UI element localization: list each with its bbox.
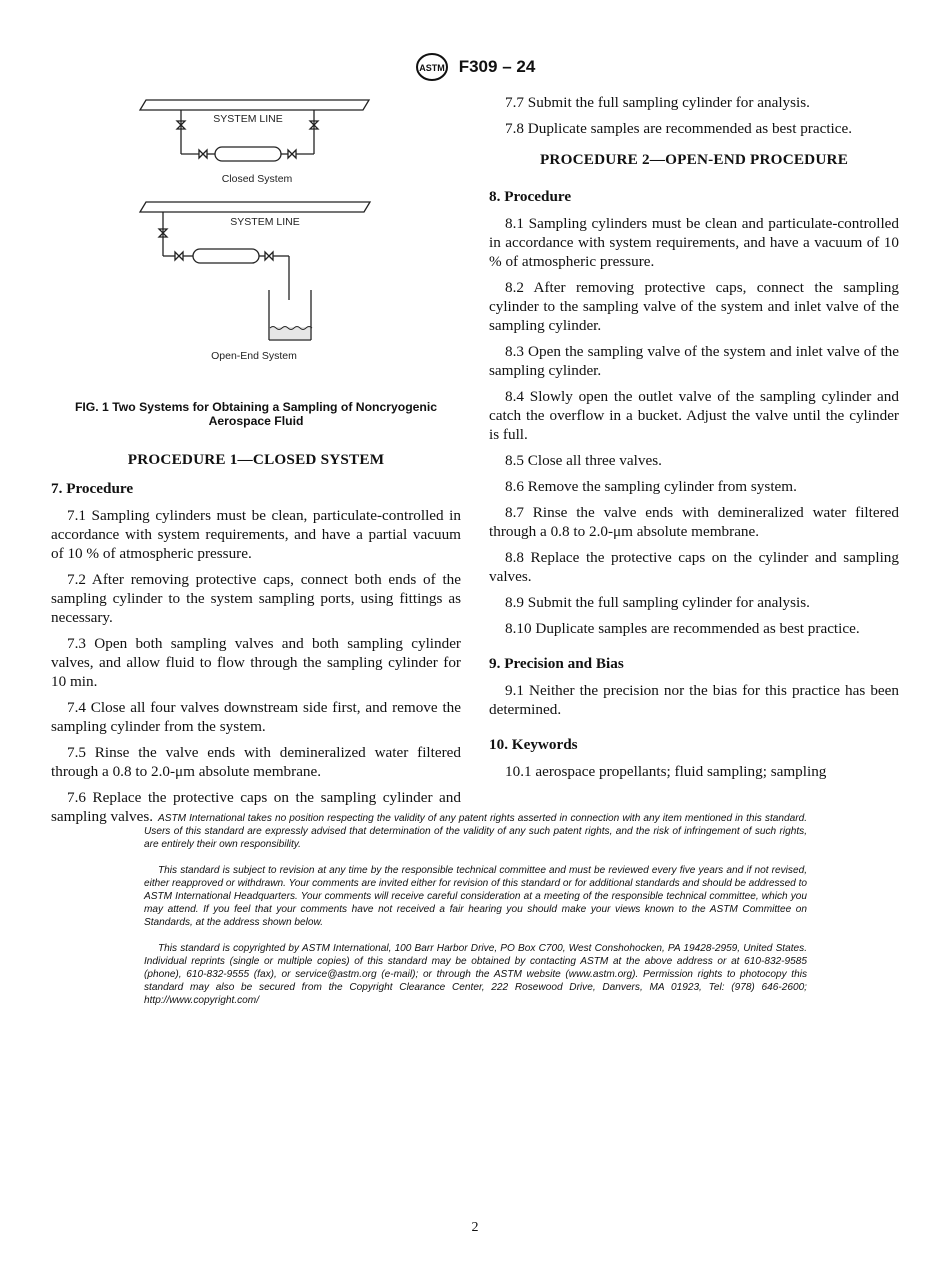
left-column	[51, 90, 461, 833]
paragraph-7-4: 7.4 Close all four valves downstream side first, and remove the sampling cylinder from the system.	[51, 699, 461, 735]
paragraph-8-8: 8.8 Replace the protective caps on the cylinder and sampling valves.	[489, 549, 899, 585]
section-7-title: 7. Procedure	[51, 480, 134, 497]
open-system-line-label: SYSTEM LINE	[230, 216, 300, 228]
sampling-systems-diagram	[51, 90, 461, 388]
right-column	[489, 93, 899, 788]
paragraph-8-5: 8.5 Close all three valves.	[505, 452, 662, 469]
page-number: 2	[471, 1220, 479, 1235]
procedure-1-heading: PROCEDURE 1—CLOSED SYSTEM	[127, 451, 385, 468]
notice-patent: ASTM International takes no position respecting the validity of any patent rights asserted in connection with any item mentioned in this standard. Users of this standard are expressly advised that determination of the validity of any such patent rights, and the risk of infringement of such rights, are entirely their own responsibility.	[144, 813, 807, 850]
paragraph-8-2: 8.2 After removing protective caps, connect the sampling cylinder to the sampling valve of the system and inlet valve of the sampling cylinder.	[489, 279, 899, 334]
figure-1	[51, 90, 461, 388]
astm-notice	[144, 812, 807, 1020]
paragraph-8-9: 8.9 Submit the full sampling cylinder for analysis.	[505, 594, 810, 611]
paragraph-7-8: 7.8 Duplicate samples are recommended as best practice.	[505, 120, 853, 137]
paragraph-7-6: 7.6 Replace the protective caps on the sampling cylinder and sampling valves.	[51, 789, 461, 825]
procedure-2-heading: PROCEDURE 2—OPEN-END PROCEDURE	[539, 151, 849, 168]
section-9-title: 9. Precision and Bias	[489, 655, 624, 672]
document-number: F309 – 24	[458, 57, 536, 76]
paragraph-8-4: 8.4 Slowly open the outlet valve of the sampling cylinder and catch the overflow in a bucket. Adjust the valve until the cylinder is full.	[489, 388, 899, 443]
paragraph-8-6: 8.6 Remove the sampling cylinder from system.	[505, 478, 797, 495]
paragraph-8-7: 8.7 Rinse the valve ends with demineralized water filtered through a 0.8 to 2.0-μm absolute membrane.	[489, 504, 899, 540]
figure-caption: FIG. 1 Two Systems for Obtaining a Sampling of Noncryogenic Aerospace Fluid	[74, 400, 438, 428]
paragraph-7-2: 7.2 After removing protective caps, connect both ends of the sampling cylinder to the system sampling ports, using fittings as necessary.	[51, 571, 461, 626]
paragraph-7-1: 7.1 Sampling cylinders must be clean, particulate-controlled in accordance with system requirements, and have a partial vacuum of 10 % of atmospheric pressure.	[51, 507, 461, 562]
paragraph-10-1: 10.1 aerospace propellants; fluid sampling; sampling	[505, 763, 827, 780]
notice-copyright: This standard is copyrighted by ASTM International, 100 Barr Harbor Drive, PO Box C700, West Conshohocken, PA 19428-2959, United States. Individual reprints (single or multiple copies) of this standard may be obtained by contacting ASTM at the above address or at 610-832-9585 (phone), 610-832-9555 (fax), or service@astm.org (e-mail); or through the ASTM website (www.astm.org). Permission rights to photocopy this standard may also be secured from the Copyright Clearance Center, 222 Rosewood Drive, Danvers, MA 01923, Tel: (978) 646-2600; http://www.copyright.com/	[144, 943, 807, 1006]
paragraph-7-5: 7.5 Rinse the valve ends with demineralized water filtered through a 0.8 to 2.0-μm absolute membrane.	[51, 744, 461, 780]
astm-logo-icon	[415, 52, 449, 82]
section-8-title: 8. Procedure	[489, 188, 572, 205]
paragraph-9-1: 9.1 Neither the precision nor the bias for this practice has been determined.	[489, 682, 899, 718]
paragraph-7-3: 7.3 Open both sampling valves and both sampling cylinder valves, and allow fluid to flow through the sampling cylinder for 10 min.	[51, 635, 461, 690]
closed-system-caption: Closed System	[221, 173, 293, 185]
page-header	[0, 52, 950, 82]
paragraph-8-10: 8.10 Duplicate samples are recommended as best practice.	[505, 620, 860, 637]
paragraph-7-7: 7.7 Submit the full sampling cylinder for analysis.	[505, 94, 810, 111]
paragraph-8-3: 8.3 Open the sampling valve of the system and inlet valve of the sampling cylinder.	[489, 343, 899, 379]
section-10-title: 10. Keywords	[489, 736, 578, 753]
paragraph-8-1: 8.1 Sampling cylinders must be clean and particulate-controlled in accordance with system requirements, and have a vacuum of 10 % of atmospheric pressure.	[489, 215, 899, 270]
closed-system-line-label: SYSTEM LINE	[213, 113, 283, 125]
notice-revision: This standard is subject to revision at any time by the responsible technical committee and must be reviewed every five years and if not revised, either reapproved or withdrawn. Your comments are invited either for revision of this standard or for additional standards and should be addressed to ASTM International Headquarters. Your comments will receive careful consideration at a meeting of the responsible technical committee, which you may attend. If you feel that your comments have not received a fair hearing you should make your views known to the ASTM Committee on Standards, at the address shown below.	[144, 865, 808, 928]
open-system-caption: Open-End System	[211, 350, 297, 362]
svg-text:ASTM: ASTM	[418, 63, 445, 73]
